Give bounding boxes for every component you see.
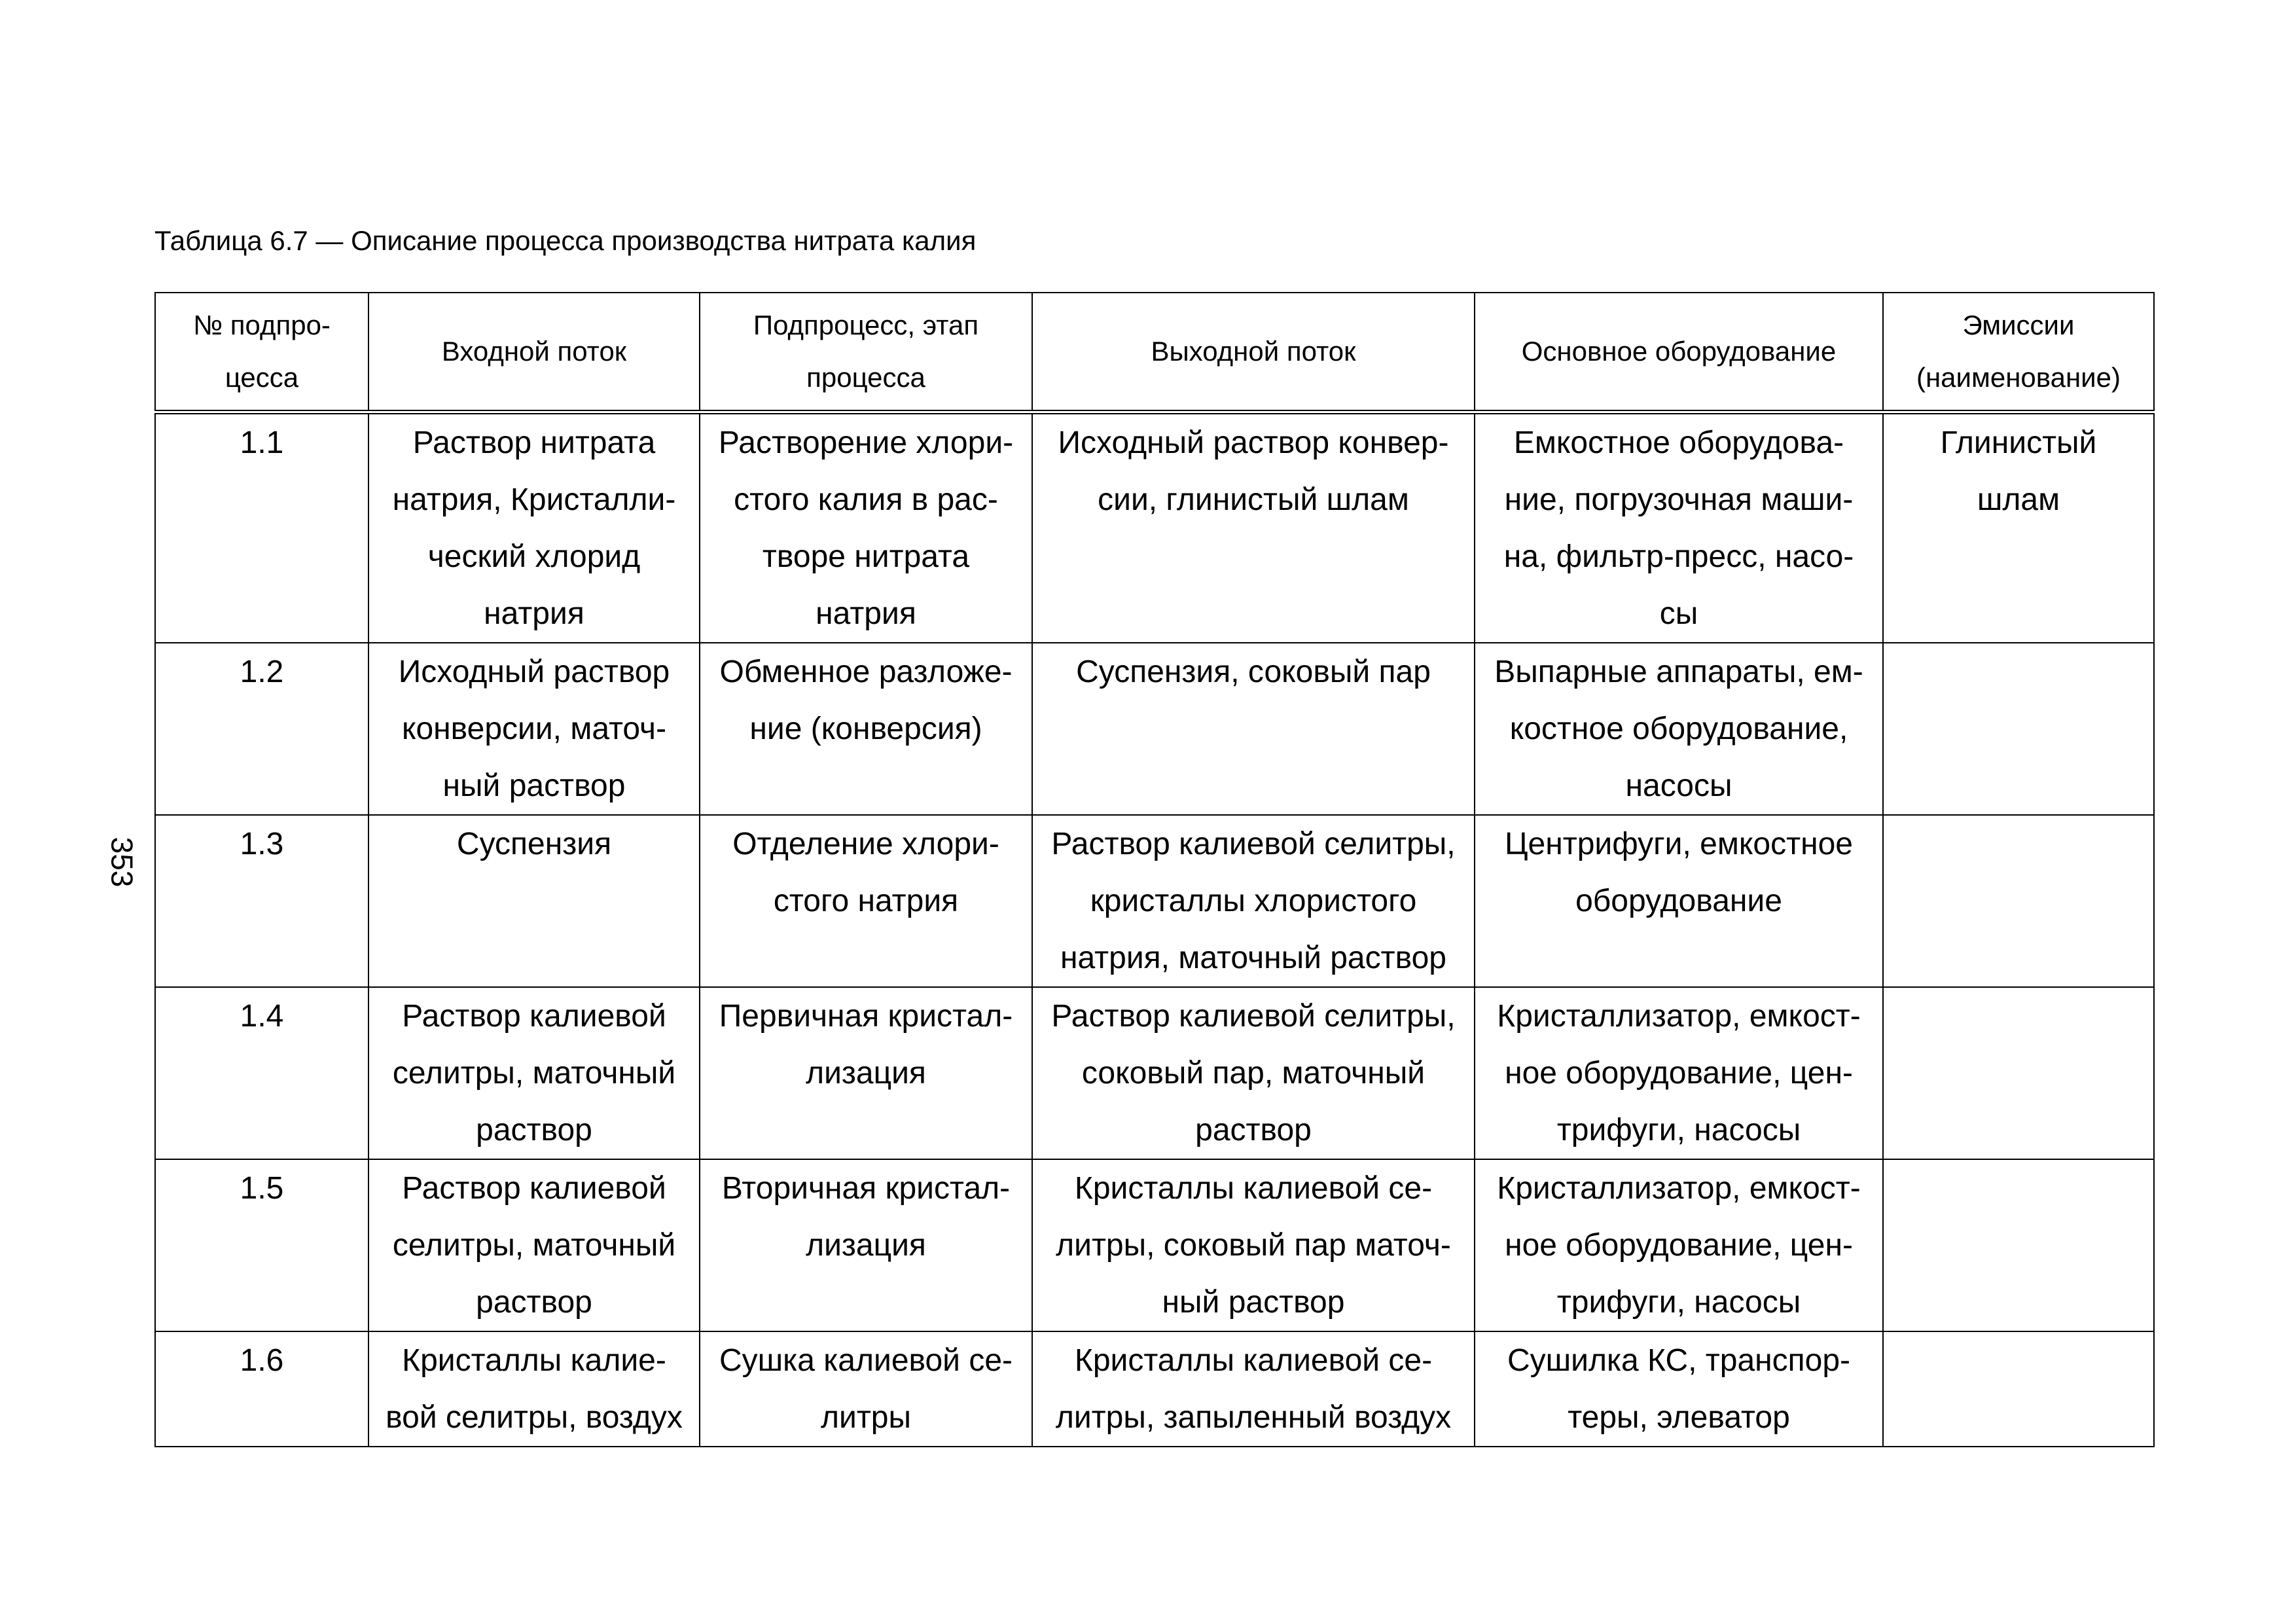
cell-input: [368, 987, 700, 1159]
cell-line: Сушилка КС, транспор-: [1507, 1343, 1851, 1378]
cell-line: Раствор калиевой: [402, 1170, 666, 1206]
cell-output: [1032, 987, 1475, 1159]
cell-line: Раствор нитрата: [412, 425, 656, 460]
page-number: 353: [105, 837, 139, 888]
cell-number: [155, 815, 368, 987]
cell-line: натрия: [816, 596, 916, 631]
cell-line: натрия, маточный раствор: [1060, 940, 1446, 975]
cell-line: литры, запыленный воздух: [1055, 1399, 1452, 1435]
table-row: [155, 987, 2154, 1159]
cell-line: Глинистый: [1940, 425, 2097, 460]
cell-number: [155, 987, 368, 1159]
table-row: [155, 1331, 2154, 1447]
cell-line: 1.1: [240, 425, 284, 460]
cell-emissions: [1883, 643, 2154, 815]
cell-output: [1032, 1331, 1475, 1447]
cell-line: соковый пар, маточный: [1081, 1055, 1426, 1091]
header-line: Подпроцесс, этап: [753, 309, 979, 340]
cell-line: 1.6: [240, 1343, 284, 1378]
cell-line: лизация: [806, 1055, 926, 1091]
cell-output: [1032, 1159, 1475, 1331]
cell-subprocess: [700, 815, 1032, 987]
cell-line: лизация: [806, 1227, 926, 1263]
cell-line: 1.2: [240, 654, 284, 689]
cell-subprocess: [700, 412, 1032, 643]
header-line: Входной поток: [441, 335, 627, 367]
cell-line: литры, соковый пар маточ-: [1056, 1227, 1451, 1263]
cell-line: 1.5: [240, 1170, 284, 1206]
header-line: процесса: [806, 361, 925, 393]
cell-output: [1032, 643, 1475, 815]
cell-line: Кристаллизатор, емкост-: [1497, 1170, 1861, 1206]
table-row: [155, 643, 2154, 815]
cell-subprocess: [700, 1159, 1032, 1331]
cell-line: 1.3: [240, 826, 284, 861]
process-table: [154, 292, 2155, 1447]
cell-line: кристаллы хлористого: [1090, 883, 1417, 918]
cell-emissions: [1883, 987, 2154, 1159]
cell-input: [368, 815, 700, 987]
cell-line: оборудование: [1575, 883, 1782, 918]
cell-line: конверсии, маточ-: [401, 711, 667, 746]
cell-number: [155, 1331, 368, 1447]
header-main-equipment: [1475, 293, 1883, 412]
cell-equipment: [1475, 1159, 1883, 1331]
cell-line: 1.4: [240, 998, 284, 1034]
cell-input: [368, 412, 700, 643]
cell-line: ние (конверсия): [749, 711, 982, 746]
cell-line: творе нитрата: [762, 539, 970, 574]
cell-equipment: [1475, 1331, 1883, 1447]
cell-emissions: [1883, 412, 2154, 643]
cell-line: сы: [1659, 596, 1698, 631]
cell-line: ческий хлорид: [427, 539, 641, 574]
cell-line: Выпарные аппараты, ем-: [1494, 654, 1863, 689]
cell-output: [1032, 815, 1475, 987]
cell-equipment: [1475, 412, 1883, 643]
cell-line: Кристаллизатор, емкост-: [1497, 998, 1861, 1034]
cell-line: стого натрия: [773, 883, 959, 918]
cell-line: вой селитры, воздух: [386, 1399, 683, 1435]
cell-output: [1032, 412, 1475, 643]
cell-line: Кристаллы калие-: [402, 1343, 666, 1378]
header-line: (наименование): [1916, 361, 2121, 393]
cell-input: [368, 1159, 700, 1331]
cell-line: Обменное разложе-: [719, 654, 1013, 689]
cell-line: Вторичная кристал-: [721, 1170, 1011, 1206]
header-line: цесса: [224, 361, 299, 393]
cell-line: Центрифуги, емкостное: [1505, 826, 1853, 861]
cell-subprocess: [700, 1331, 1032, 1447]
cell-line: раствор: [1195, 1112, 1312, 1147]
cell-line: Раствор калиевой: [402, 998, 666, 1034]
header-line: № подпро-: [193, 309, 331, 340]
table-header-row: [155, 293, 2154, 412]
cell-line: натрия: [484, 596, 584, 631]
cell-line: трифуги, насосы: [1556, 1112, 1801, 1147]
table-row: [155, 412, 2154, 643]
cell-line: насосы: [1625, 768, 1732, 803]
cell-number: [155, 1159, 368, 1331]
cell-line: Суспензия: [456, 826, 612, 861]
cell-line: костное оборудование,: [1509, 711, 1848, 746]
cell-line: ние, погрузочная маши-: [1504, 482, 1854, 517]
header-input-flow: [368, 293, 700, 412]
cell-input: [368, 1331, 700, 1447]
cell-line: ное оборудование, цен-: [1505, 1055, 1853, 1091]
cell-line: Суспензия, соковый пар: [1076, 654, 1431, 689]
cell-equipment: [1475, 815, 1883, 987]
cell-emissions: [1883, 815, 2154, 987]
table-caption: Таблица 6.7 — Описание процесса производства нитрата калия: [154, 225, 977, 256]
cell-number: [155, 412, 368, 643]
cell-line: трифуги, насосы: [1556, 1284, 1801, 1320]
cell-line: Емкостное оборудова-: [1513, 425, 1844, 460]
cell-equipment: [1475, 987, 1883, 1159]
cell-emissions: [1883, 1159, 2154, 1331]
cell-line: сии, глинистый шлам: [1098, 482, 1409, 517]
header-subprocess-stage: [700, 293, 1032, 412]
cell-line: шлам: [1977, 482, 2060, 517]
cell-line: Раствор калиевой селитры,: [1051, 998, 1456, 1034]
cell-line: Растворение хлори-: [718, 425, 1014, 460]
cell-line: теры, элеватор: [1568, 1399, 1790, 1435]
cell-line: ный раствор: [1162, 1284, 1345, 1320]
cell-line: селитры, маточный: [392, 1055, 676, 1091]
cell-line: Первичная кристал-: [719, 998, 1013, 1034]
header-line: Основное оборудование: [1521, 335, 1837, 367]
table-row: [155, 1159, 2154, 1331]
cell-line: Кристаллы калиевой се-: [1074, 1170, 1433, 1206]
cell-line: раствор: [476, 1112, 592, 1147]
cell-subprocess: [700, 643, 1032, 815]
cell-subprocess: [700, 987, 1032, 1159]
cell-line: ный раствор: [442, 768, 626, 803]
cell-input: [368, 643, 700, 815]
cell-line: Сушка калиевой се-: [719, 1343, 1013, 1378]
cell-line: Исходный раствор конвер-: [1058, 425, 1449, 460]
header-line: Эмиссии: [1962, 309, 2075, 340]
cell-line: натрия, Кристалли-: [392, 482, 676, 517]
cell-line: селитры, маточный: [392, 1227, 676, 1263]
cell-line: литры: [821, 1399, 911, 1435]
cell-line: на, фильтр-пресс, насо-: [1503, 539, 1854, 574]
cell-line: раствор: [476, 1284, 592, 1320]
cell-equipment: [1475, 643, 1883, 815]
cell-line: Кристаллы калиевой се-: [1074, 1343, 1433, 1378]
cell-line: стого калия в рас-: [734, 482, 998, 517]
header-emissions: [1883, 293, 2154, 412]
cell-emissions: [1883, 1331, 2154, 1447]
header-output-flow: [1032, 293, 1475, 412]
cell-line: Исходный раствор: [398, 654, 670, 689]
cell-line: Отделение хлори-: [732, 826, 999, 861]
header-subprocess-number: [155, 293, 368, 412]
cell-line: Раствор калиевой селитры,: [1051, 826, 1456, 861]
header-line: Выходной поток: [1151, 335, 1356, 367]
cell-number: [155, 643, 368, 815]
table-row: [155, 815, 2154, 987]
cell-line: ное оборудование, цен-: [1505, 1227, 1853, 1263]
